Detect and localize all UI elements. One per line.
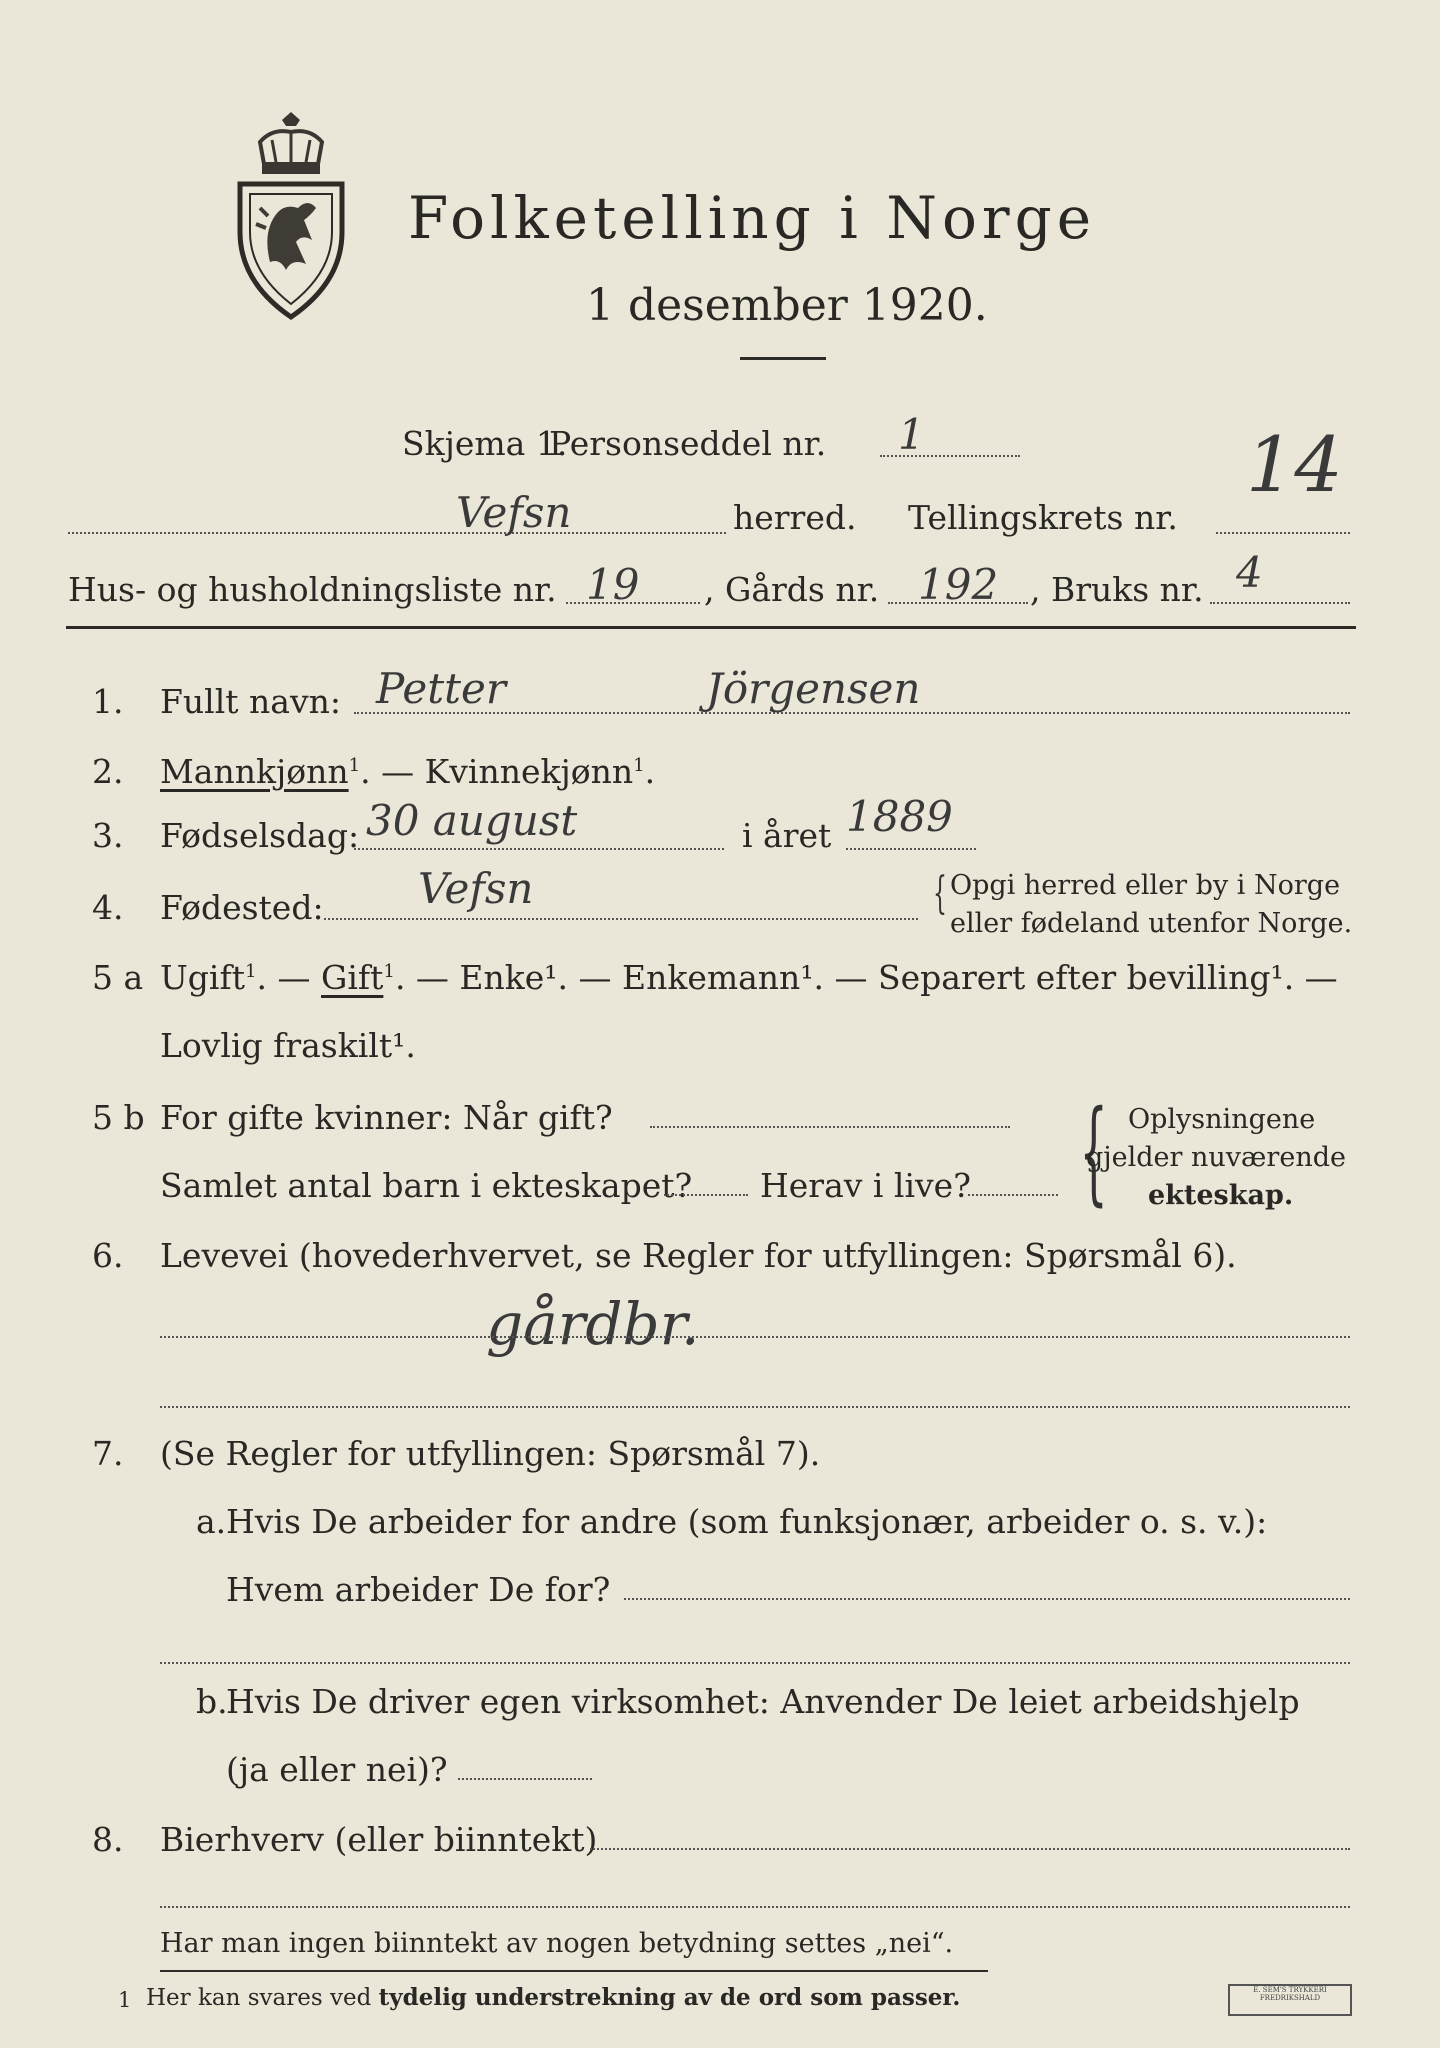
q5b-children-line	[664, 1194, 748, 1196]
q7a-number: a.	[196, 1502, 227, 1541]
q4-note-line1: Opgi herred eller by i Norge	[950, 870, 1341, 901]
husliste-label: Hus- og husholdningsliste nr.	[68, 570, 557, 609]
q1-number: 1.	[92, 682, 124, 721]
q3-label: Fødselsdag:	[160, 816, 360, 855]
q3-year-label: i året	[742, 816, 832, 855]
q8-label: Bierhverv (eller biinntekt)	[160, 1820, 598, 1859]
q6-number: 6.	[92, 1236, 124, 1275]
bruks-value: 4	[1236, 548, 1263, 597]
q5b-brace-icon: {	[1079, 1087, 1108, 1217]
q6-line2	[160, 1406, 1350, 1408]
q1-first-name: Petter	[376, 664, 506, 713]
q1-last-name: Jörgensen	[706, 664, 921, 713]
q4-label: Fødested:	[160, 888, 324, 927]
gards-value: 192	[918, 560, 999, 609]
q7a-label: Hvis De arbeider for andre (som funksjonær, arbeider o. s. v.):	[226, 1502, 1268, 1541]
q3-number: 3.	[92, 816, 124, 855]
q7a-employer-label: Hvem arbeider De for?	[226, 1570, 611, 1609]
q5b-married-line	[650, 1126, 1010, 1128]
header-divider	[66, 626, 1356, 629]
q5b-note-line2: gjelder nuværende	[1086, 1142, 1346, 1173]
q6-line1	[160, 1336, 1350, 1338]
q2-options: Mannkjønn$^1$. — Kvinnekjønn$^1$.	[160, 752, 656, 791]
q4-brace-icon: {	[933, 868, 947, 919]
title-divider	[740, 357, 826, 360]
footnote-mark: 1	[118, 1988, 132, 2012]
q4-birthplace-value: Vefsn	[418, 864, 534, 913]
q7b-number: b.	[196, 1682, 228, 1721]
q5b-children-label: Samlet antal barn i ekteskapet?	[160, 1166, 693, 1205]
q7a-employer-line	[624, 1598, 1350, 1600]
herred-value: Vefsn	[456, 488, 572, 537]
herred-label: herred.	[733, 498, 857, 537]
tellingskrets-line	[1216, 532, 1350, 534]
skjema-label: Skjema 1.	[402, 424, 568, 463]
q5b-note-line3: ekteskap.	[1148, 1180, 1294, 1211]
tellingskrets-value: 14	[1246, 420, 1343, 509]
footnote-text: Her kan svares ved tydelig understrekning av de ord som passer.	[146, 1984, 961, 2011]
q5a-options: Ugift$^1$. — Gift$^1$. — Enke¹. — Enkemann¹. — Separert efter bevilling¹. —	[160, 958, 1338, 997]
norway-coat-of-arms-icon	[232, 112, 350, 322]
form-title: Folketelling i Norge	[408, 184, 1097, 252]
q2-female-option: Kvinnekjønn	[424, 752, 634, 791]
q7-label: (Se Regler for utfyllingen: Spørsmål 7).	[160, 1434, 821, 1473]
q5a-gift-option: Gift	[321, 958, 384, 997]
gards-label: , Gårds nr.	[704, 570, 880, 609]
q7a-line2	[160, 1662, 1350, 1664]
tellingskrets-label: Tellingskrets nr.	[908, 498, 1178, 537]
q2-number: 2.	[92, 752, 124, 791]
q8-note: Har man ingen biinntekt av nogen betydning settes „nei“.	[160, 1928, 954, 1959]
q5b-note-line1: Oplysningene	[1128, 1104, 1316, 1135]
q5b-alive-line	[968, 1194, 1058, 1196]
q4-line	[324, 918, 918, 920]
census-date: 1 desember 1920.	[586, 280, 988, 331]
q7b-label: Hvis De driver egen virksomhet: Anvender De leiet arbeidshjelp	[226, 1682, 1300, 1721]
footnote-divider	[160, 1970, 988, 1972]
q8-number: 8.	[92, 1820, 124, 1859]
q5b-alive-label: Herav i live?	[760, 1166, 971, 1205]
q1-label: Fullt navn:	[160, 682, 341, 721]
q4-note-line2: eller fødeland utenfor Norge.	[950, 908, 1353, 939]
q3-year-line	[846, 848, 976, 850]
q7b-yesno-label: (ja eller nei)?	[226, 1750, 448, 1789]
q3-year-value: 1889	[846, 792, 953, 841]
printer-stamp: E. SEM'S TRYKKERI FREDRIKSHALD	[1228, 1984, 1352, 2016]
herred-line	[68, 532, 726, 534]
q5a-number: 5 a	[92, 958, 144, 997]
personseddel-label: Personseddel nr.	[549, 424, 827, 463]
q6-label: Levevei (hovederhvervet, se Regler for utfyllingen: Spørsmål 6).	[160, 1236, 1237, 1275]
q5a-ugift-option: Ugift	[160, 958, 245, 997]
q8-line	[590, 1848, 1350, 1850]
bruks-label: , Bruks nr.	[1030, 570, 1204, 609]
q4-number: 4.	[92, 888, 124, 927]
q3-birthday-value: 30 august	[366, 796, 578, 845]
q5b-label: For gifte kvinner: Når gift?	[160, 1098, 613, 1137]
q5a-line2: Lovlig fraskilt¹.	[160, 1026, 416, 1065]
husliste-value: 19	[586, 560, 640, 609]
personseddel-value: 1	[898, 410, 925, 459]
bruks-line	[1210, 602, 1350, 604]
q3-date-line	[354, 848, 724, 850]
q6-occupation-value: gårdbr.	[486, 1290, 700, 1358]
q7-number: 7.	[92, 1434, 124, 1473]
q8-line2	[160, 1906, 1350, 1908]
q7b-yesno-line	[458, 1778, 592, 1780]
q2-male-option: Mannkjønn	[160, 752, 349, 791]
q5b-number: 5 b	[92, 1098, 145, 1137]
